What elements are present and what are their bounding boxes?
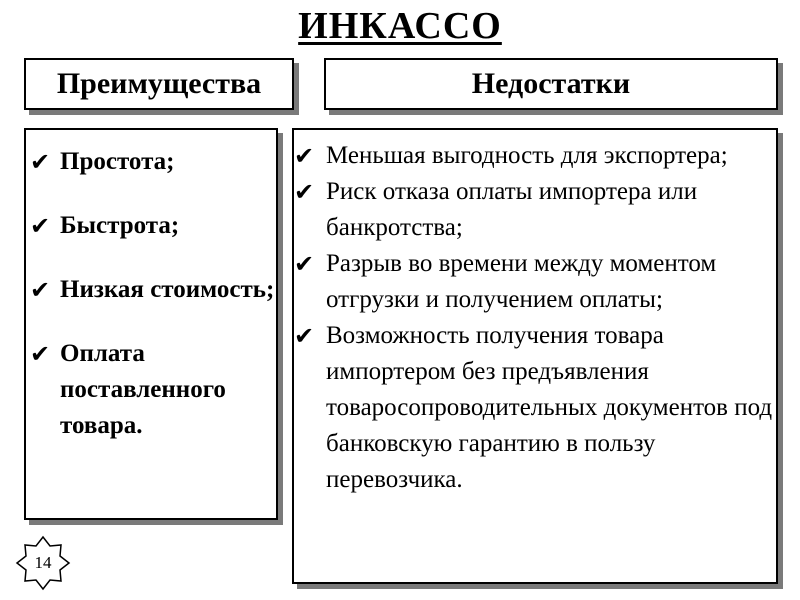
list-item (30, 336, 276, 444)
list-item (30, 144, 276, 180)
advantage-text: Оплата поставленного товара. (60, 340, 226, 439)
check-mark-icon: ✔ (294, 178, 315, 206)
disadvantage-text: Возможность получения товара импортером без предъявления товаросопроводительных документов под банковскую гарантию в пользу перевозчика. (326, 322, 773, 493)
advantages-panel (24, 128, 278, 520)
page-title: ИНКАССО (298, 5, 502, 47)
check-mark-icon: ✔ (30, 340, 51, 368)
advantage-text: Простота; (60, 148, 175, 175)
check-mark-icon: ✔ (294, 250, 315, 278)
disadvantage-text: Риск отказа оплаты импортера или банкротства; (326, 178, 698, 241)
check-mark-icon: ✔ (294, 322, 315, 350)
advantages-header (24, 58, 294, 110)
disadvantages-panel (292, 128, 778, 584)
check-mark-icon: ✔ (30, 148, 51, 176)
check-mark-icon: ✔ (30, 276, 51, 304)
list-item (30, 272, 276, 308)
list-item (294, 246, 774, 318)
check-mark-icon: ✔ (294, 142, 315, 170)
disadvantages-list (294, 138, 774, 498)
disadvantage-text: Разрыв во времени между моментом отгрузки и получением оплаты; (326, 250, 717, 313)
advantage-text: Низкая стоимость; (60, 276, 275, 303)
advantage-text: Быстрота; (60, 212, 180, 239)
disadvantages-header (324, 58, 778, 110)
list-item (30, 208, 276, 244)
list-item (294, 318, 774, 498)
disadvantage-text: Меньшая выгодность для экспортера; (326, 142, 728, 169)
check-mark-icon: ✔ (30, 212, 51, 240)
page-number: 14 (34, 553, 52, 572)
list-item (294, 174, 774, 246)
advantages-list (30, 144, 276, 472)
advantages-heading: Преимущества (56, 67, 262, 100)
list-item (294, 138, 774, 174)
disadvantages-heading: Недостатки (471, 67, 631, 100)
